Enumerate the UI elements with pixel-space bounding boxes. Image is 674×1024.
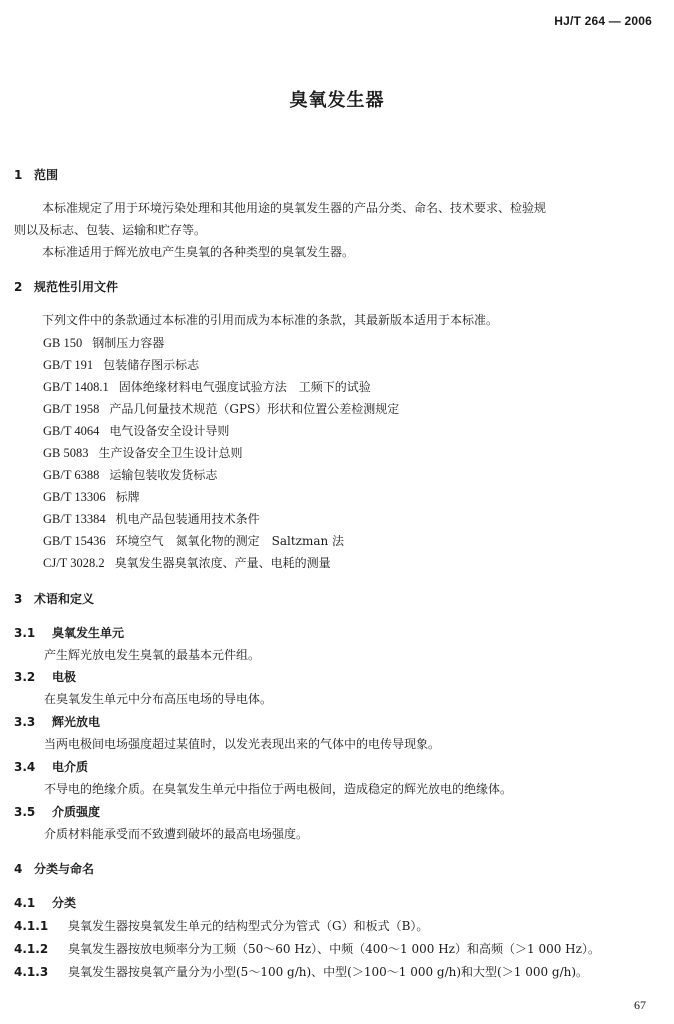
- reference-name: 标牌: [115, 490, 140, 504]
- scope-paragraph-2: 本标准适用于辉光放电产生臭氧的各种类型的臭氧发生器。: [42, 245, 355, 259]
- reference-item: [43, 400, 399, 417]
- term-heading: [14, 713, 100, 730]
- reference-item: [43, 356, 199, 373]
- term-number: 3.1: [14, 626, 36, 640]
- reference-code: GB 150: [43, 336, 83, 350]
- section-3-heading: [14, 590, 94, 607]
- document-title: 臭氧发生器: [289, 90, 385, 111]
- reference-code: GB/T 1408.1: [43, 380, 109, 394]
- term-name: 臭氧发生单元: [52, 626, 125, 640]
- subsection-number: 4.1: [14, 896, 36, 910]
- term-number: 3.5: [14, 805, 36, 819]
- clause-number: 4.1.1: [14, 919, 49, 933]
- section-2-heading: [14, 278, 118, 295]
- term-number: 3.4: [14, 760, 36, 774]
- reference-code: GB/T 15436: [43, 534, 106, 548]
- reference-name: 包装储存图示标志: [103, 358, 200, 372]
- reference-item: [43, 532, 344, 549]
- term-definition: 产生辉光放电发生臭氧的最基本元件组。: [44, 648, 261, 662]
- section-number: 4: [14, 862, 23, 876]
- section-number: 2: [14, 280, 23, 294]
- clause-text: 臭氧发生器按放电频率分为工频（50～60 Hz）、中频（400～1 000 Hz）和高频（＞1 000 Hz）。: [68, 942, 600, 956]
- reference-code: CJ/T 3028.2: [43, 556, 105, 570]
- reference-name: 电气设备安全设计导则: [109, 424, 230, 438]
- clause-number: 4.1.3: [14, 965, 49, 979]
- reference-item: [43, 466, 217, 483]
- page-number: 67: [634, 998, 646, 1012]
- reference-name: 臭氧发生器臭氧浓度、产量、电耗的测量: [114, 556, 331, 570]
- subsection-title: 分类: [52, 896, 77, 910]
- reference-code: GB/T 6388: [43, 468, 100, 482]
- term-definition: 在臭氧发生单元中分布高压电场的导电体。: [44, 692, 273, 706]
- reference-code: GB 5083: [43, 446, 89, 460]
- reference-code: GB/T 13384: [43, 512, 106, 526]
- section-title: 分类与命名: [34, 862, 95, 876]
- classification-item: [14, 940, 600, 957]
- term-name: 介质强度: [52, 805, 101, 819]
- section-title: 术语和定义: [34, 592, 95, 606]
- references-intro: 下列文件中的条款通过本标准的引用而成为本标准的条款，其最新版本适用于本标准。: [42, 313, 499, 327]
- subsection-heading: [14, 894, 76, 911]
- reference-item: [43, 444, 243, 461]
- clause-text: 臭氧发生器按臭氧产量分为小型(5～100 g/h)、中型(＞100～1 000 g/h)和大型(＞1 000 g/h)。: [68, 965, 589, 979]
- reference-code: GB/T 1958: [43, 402, 100, 416]
- section-title: 规范性引用文件: [34, 280, 119, 294]
- standard-code-header: HJ/T 264 — 2006: [554, 14, 652, 28]
- reference-name: 机电产品包装通用技术条件: [115, 512, 260, 526]
- reference-item: [43, 334, 164, 351]
- section-title: 范围: [34, 168, 59, 182]
- section-4-heading: [14, 860, 94, 877]
- reference-item: [43, 488, 140, 505]
- section-number: 3: [14, 592, 23, 606]
- reference-name: 固体绝缘材料电气强度试验方法 工频下的试验: [118, 380, 371, 394]
- reference-name: 钢制压力容器: [92, 336, 165, 350]
- term-definition: 介质材料能承受而不致遭到破坏的最高电场强度。: [44, 827, 309, 841]
- scope-paragraph-1-line-1: 本标准规定了用于环境污染处理和其他用途的臭氧发生器的产品分类、命名、技术要求、检验规: [42, 201, 547, 215]
- reference-name: 运输包装收发货标志: [109, 468, 218, 482]
- reference-item: [43, 554, 331, 571]
- term-number: 3.3: [14, 715, 36, 729]
- term-definition: 当两电极间电场强度超过某值时，以发光表现出来的气体中的电传导现象。: [44, 737, 441, 751]
- clause-number: 4.1.2: [14, 942, 49, 956]
- reference-code: GB/T 191: [43, 358, 94, 372]
- section-number: 1: [14, 168, 23, 182]
- term-number: 3.2: [14, 670, 36, 684]
- term-heading: [14, 758, 88, 775]
- term-heading: [14, 624, 124, 641]
- scope-paragraph-1-line-2: 则以及标志、包装、运输和贮存等。: [14, 223, 207, 237]
- term-name: 电介质: [52, 760, 89, 774]
- reference-item: [43, 510, 260, 527]
- reference-code: GB/T 13306: [43, 490, 106, 504]
- term-name: 辉光放电: [52, 715, 101, 729]
- reference-name: 生产设备安全卫生设计总则: [98, 446, 243, 460]
- term-definition: 不导电的绝缘介质。在臭氧发生单元中指位于两电极间，造成稳定的辉光放电的绝缘体。: [44, 782, 513, 796]
- term-name: 电极: [52, 670, 77, 684]
- term-heading: [14, 803, 100, 820]
- reference-item: [43, 378, 371, 395]
- classification-item: [14, 963, 588, 980]
- section-1-heading: [14, 166, 58, 183]
- reference-name: 环境空气 氮氧化物的测定 Saltzman 法: [115, 534, 345, 548]
- clause-text: 臭氧发生器按臭氧发生单元的结构型式分为管式（G）和板式（B）。: [68, 919, 429, 933]
- reference-item: [43, 422, 229, 439]
- term-heading: [14, 668, 76, 685]
- reference-code: GB/T 4064: [43, 424, 100, 438]
- reference-name: 产品几何量技术规范（GPS）形状和位置公差检测规定: [109, 402, 400, 416]
- classification-item: [14, 917, 428, 934]
